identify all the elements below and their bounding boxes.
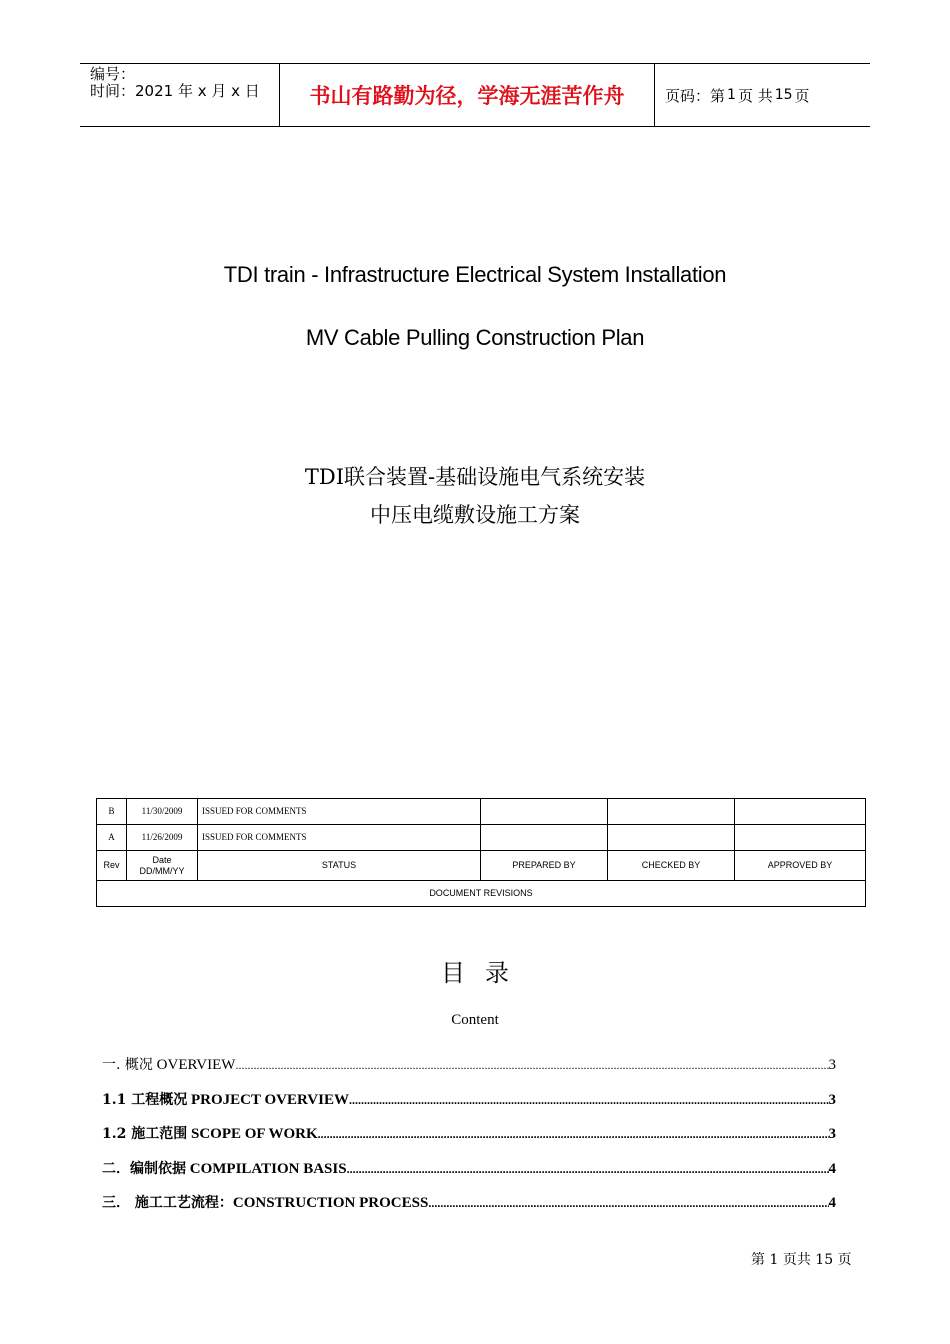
footer-mid: 页共	[782, 1252, 811, 1268]
toc-item-label-en: OVERVIEW	[152, 1057, 236, 1073]
checked-cell	[608, 799, 735, 825]
approved-cell	[735, 799, 866, 825]
toc-leader-dots	[235, 1058, 828, 1073]
revision-row-b	[97, 799, 866, 825]
date-cell: 11/26/2009	[127, 825, 198, 851]
header-approved-by: APPROVED BY	[735, 851, 866, 881]
document-revisions-table	[96, 798, 866, 907]
approved-cell	[735, 825, 866, 851]
toc-item-label-zh: 一. 概况	[102, 1057, 153, 1073]
title-chinese-line-1: TDI联合装置-基础设施电气系统安装	[304, 465, 646, 489]
toc-item-page: 3	[828, 1126, 836, 1142]
toc-item-label-en: PROJECT OVERVIEW	[187, 1091, 349, 1108]
header-date	[127, 851, 198, 881]
page-mid: 页 共	[737, 86, 773, 105]
page-prefix: 页码：第	[665, 86, 726, 105]
page-footer	[751, 1249, 852, 1269]
document-revisions-label: DOCUMENT REVISIONS	[97, 881, 866, 907]
header-meta	[80, 64, 280, 126]
prepared-cell	[481, 799, 608, 825]
toc-item-label-zh: 二．编制依据	[102, 1160, 186, 1177]
page-current: 1	[727, 87, 736, 103]
revision-footer-row	[97, 881, 866, 907]
header-page-number	[655, 64, 870, 126]
prepared-cell	[481, 825, 608, 851]
date-cell: 11/30/2009	[127, 799, 198, 825]
footer-prefix: 第	[751, 1252, 765, 1268]
toc-item-label-en: SCOPE OF WORK	[187, 1126, 318, 1142]
toc-leader-dots	[349, 1093, 829, 1108]
document-number-label: 编号：	[90, 65, 136, 83]
toc-leader-dots	[428, 1196, 828, 1211]
toc-title: 目录	[441, 959, 529, 987]
header-date-line-1: Date	[152, 854, 172, 865]
revision-row-a	[97, 825, 866, 851]
footer-suffix: 页	[837, 1252, 852, 1268]
status-cell: ISSUED FOR COMMENTS	[198, 799, 481, 825]
revision-header-row	[97, 851, 866, 881]
toc-item-label-en: CONSTRUCTION PROCESS	[232, 1195, 429, 1211]
toc-leader-dots	[347, 1162, 829, 1177]
toc-item-label-zh: 1.1 工程概况	[102, 1091, 188, 1108]
toc-item-page: 3	[828, 1057, 836, 1073]
title-english-line-1: TDI train - Infrastructure Electrical System Installation	[223, 262, 727, 287]
header-date-line-2: DD/MM/YY	[139, 865, 185, 876]
footer-total: 15	[815, 1252, 834, 1268]
page-suffix: 页	[794, 86, 810, 105]
toc-item-page: 3	[828, 1091, 836, 1108]
toc-item[interactable]	[102, 1054, 836, 1089]
toc-item[interactable]	[102, 1192, 836, 1227]
title-english-line-2: MV Cable Pulling Construction Plan	[305, 325, 645, 350]
toc-leader-dots	[318, 1127, 829, 1142]
toc-item-label-zh: 1.2 施工范围	[102, 1126, 188, 1142]
header-prepared-by: PREPARED BY	[481, 851, 608, 881]
checked-cell	[608, 825, 735, 851]
page-header	[80, 63, 870, 127]
rev-cell: A	[97, 825, 127, 851]
toc-item-label-en: COMPILATION BASIS	[186, 1160, 347, 1177]
header-status: STATUS	[198, 851, 481, 881]
toc-item-page: 4	[828, 1160, 836, 1177]
status-cell: ISSUED FOR COMMENTS	[198, 825, 481, 851]
document-time-label: 时间：2021 年 x 月 x 日	[90, 82, 260, 100]
toc-item[interactable]	[102, 1158, 836, 1193]
rev-cell: B	[97, 799, 127, 825]
page-total: 15	[774, 87, 793, 103]
header-rev: Rev	[97, 851, 127, 881]
header-motto: 书山有路勤为径，学海无涯苦作舟	[280, 64, 655, 126]
toc-item[interactable]	[102, 1089, 836, 1124]
toc-item-label-zh: 三． 施工工艺流程：	[102, 1195, 233, 1211]
toc-item[interactable]	[102, 1123, 836, 1158]
header-checked-by: CHECKED BY	[608, 851, 735, 881]
table-of-contents	[102, 1054, 836, 1227]
toc-item-page: 4	[828, 1195, 836, 1211]
toc-subtitle: Content	[451, 1012, 499, 1028]
footer-current: 1	[769, 1252, 779, 1268]
title-chinese-line-2: 中压电缆敷设施工方案	[370, 503, 580, 527]
